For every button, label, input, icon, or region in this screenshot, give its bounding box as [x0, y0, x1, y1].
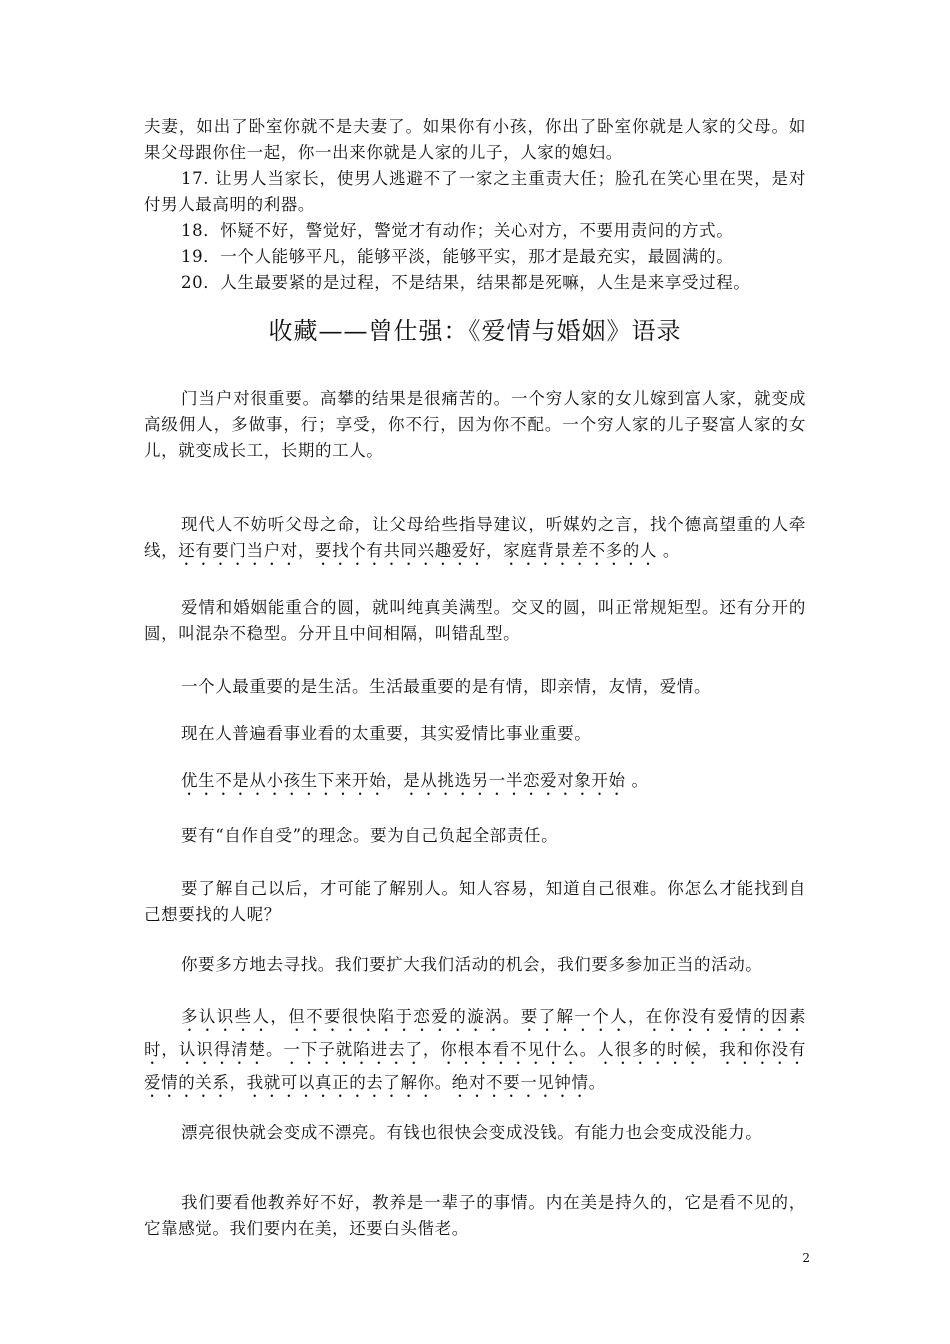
list-item-20: 20．人生最要紧的是过程，不是结果，结果都是死嘛，人生是来享受过程。 — [181, 273, 751, 292]
list-item-19: 19．一个人能够平凡，能够平淡，能够平实，那才是最充实，最圆满的。 — [181, 247, 734, 266]
paragraph-upbringing: 我们要看他教养好不好，教养是一辈子的事情。内在美是持久的，它是看不见的，它靠感觉。我们要内在美，还要白头偕老。 — [144, 1193, 806, 1238]
emphasized-text: 优生不是从小孩生下来开始，是从挑选另一半恋爱对象开始 。 — [181, 771, 649, 790]
paragraph-meet-people — [144, 1002, 806, 1101]
emphasized-text: 多认识些人，但不要很快陷于恋爱的漩涡。要了解一个人，在你没有爱情的因素时，认识得清楚。一下子就陷进去了，你根本看不见什么。人很多的时候，我和你没有爱情的关系，我就可以真正的去了解你。绝对不要一见钟情。 — [144, 1007, 806, 1092]
paragraph-responsibility: 要有“自作自受”的理念。要为自己负起全部责任。 — [181, 826, 559, 845]
paragraph-eugenics — [144, 768, 806, 799]
paragraph-search: 你要多方地去寻找。我们要扩大我们活动的机会，我们要多参加正当的活动。 — [181, 955, 763, 974]
paragraph-know-yourself: 要了解自己以后，才可能了解别人。知人容易，知道自己很难。你怎么才能找到自己想要找的人呢？ — [144, 879, 806, 924]
paragraph-parents-advice — [144, 512, 806, 569]
paragraph-beauty: 漂亮很快就会变成不漂亮。有钱也很快会变成没钱。有能力也会变成没能力。 — [181, 1123, 763, 1142]
paragraph-career: 现在人普遍看事业看的太重要，其实爱情比事业重要。 — [181, 724, 592, 743]
list-item-18: 18．怀疑不好，警觉好，警觉才有动作；关心对方，不要用责问的方式。 — [181, 221, 734, 240]
page-number: 2 — [802, 1251, 810, 1265]
emphasized-text: 还有要门当户对，要找个有共同兴趣爱好，家庭背景差不多的人 。 — [178, 541, 680, 560]
section-title: 收藏——曾仕强：《爱情与婚姻》语录 — [268, 317, 682, 345]
paragraph-life: 一个人最重要的是生活。生活最重要的是有情，即亲情，友情，爱情。 — [181, 677, 712, 696]
list-item-17: 17. 让男人当家长，使男人逃避不了一家之主重责大任；脸孔在笑心里在哭，是对付男人最高明的利器。 — [144, 169, 806, 214]
continuation-paragraph: 夫妻，如出了卧室你就不是夫妻了。如果你有小孩，你出了卧室你就是人家的父母。如果父母跟你住一起，你一出来你就是人家的儿子，人家的媳妇。 — [144, 117, 806, 162]
paragraph-matching-families: 门当户对很重要。高攀的结果是很痛苦的。一个穷人家的女儿嫁到富人家，就变成高级佣人，多做事，行；享受，你不行，因为你不配。一个穷人家的儿子娶富人家的女儿，就变成长工，长期的工人。 — [144, 389, 806, 460]
paragraph-plain-text: 现代人不妨听父母之命，让父母给些指导建议，听媒妁之言，找个德高望重的人牵线， — [144, 515, 806, 560]
paragraph-circles: 爱情和婚姻能重合的圆，就叫纯真美满型。交叉的圆，叫正常规矩型。还有分开的圆，叫混杂不稳型。分开且中间相隔，叫错乱型。 — [144, 598, 806, 643]
